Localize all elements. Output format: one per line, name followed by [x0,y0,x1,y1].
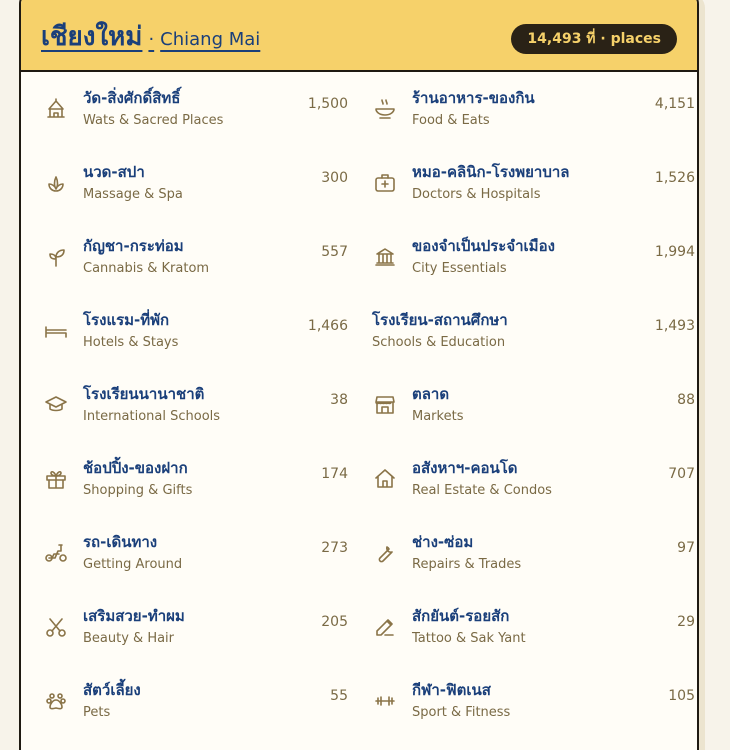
category-item[interactable] [43,516,372,590]
category-name-english: Shopping & Gifts [83,482,193,498]
category-count: 29 [677,614,695,630]
category-name-english: Markets [412,408,464,424]
category-count: 1,493 [654,318,695,334]
category-item[interactable] [372,442,699,516]
category-text [412,384,463,427]
category-text [412,606,526,649]
category-grid [21,72,697,738]
category-item[interactable] [43,368,372,442]
lotus-icon [43,170,69,196]
category-name-english: Getting Around [83,556,183,572]
temple-icon [43,96,69,122]
category-item[interactable] [372,72,699,146]
dumbbell-icon [372,688,398,714]
category-item[interactable] [43,442,372,516]
category-text [83,236,209,279]
category-name-thai: ร้านอาหาร-ของกิน [412,88,535,107]
category-count: 174 [321,466,348,482]
bowl-icon [372,96,398,122]
category-item[interactable] [372,590,699,664]
category-name-english: Beauty & Hair [83,630,175,646]
category-count: 1,994 [654,244,695,260]
wrench-icon [372,540,398,566]
category-count: 1,526 [654,170,695,186]
category-name-thai: รถ-เดินทาง [83,532,158,551]
category-text [412,680,510,723]
category-count: 88 [677,392,695,408]
category-count: 205 [321,614,348,630]
category-name-english: Tattoo & Sak Yant [412,630,526,646]
category-item[interactable] [372,516,699,590]
category-count: 105 [668,688,695,704]
category-text [412,532,521,575]
category-count: 1,500 [307,96,348,112]
category-item[interactable] [43,664,372,738]
category-item[interactable] [43,590,372,664]
category-text [412,162,569,205]
category-name-thai: ตลาด [412,384,450,403]
category-item[interactable] [43,294,372,368]
card-header [21,0,697,72]
category-item[interactable] [372,368,699,442]
category-item[interactable] [372,664,699,738]
category-name-thai: นวด-สปา [83,162,145,181]
category-name-thai: ของจำเป็นประจำเมือง [412,236,555,255]
pen-icon [372,614,398,640]
scooter-icon [43,540,69,566]
category-item[interactable] [372,146,699,220]
category-count: 300 [321,170,348,186]
category-count: 1,466 [307,318,348,334]
category-name-thai: เสริมสวย-ทำผม [83,606,185,625]
sprout-icon [43,244,69,270]
category-name-thai: สักยันต์-รอยสัก [412,606,510,625]
category-name-english: International Schools [83,408,221,424]
category-name-thai: หมอ-คลินิก-โรงพยาบาล [412,162,570,181]
category-text [412,458,552,501]
category-name-english: Pets [83,704,111,720]
category-name-english: Massage & Spa [83,186,183,202]
category-name-thai: กัญชา-กระท่อม [83,236,184,255]
places-count-badge: 14,493 ที่ · places [511,24,677,54]
category-name-thai: อสังหาฯ-คอนโด [412,458,518,477]
category-name-english: Food & Eats [412,112,490,128]
category-text [83,88,223,131]
category-text [83,532,182,575]
category-count: 55 [330,688,348,704]
category-count: 557 [321,244,348,260]
category-name-thai: โรงเรียนนานาชาติ [83,384,205,403]
building-columns-icon [372,244,398,270]
category-name-english: City Essentials [412,260,507,276]
category-name-thai: ช้อปปิ้ง-ของฝาก [83,458,188,477]
graduation-cap-icon [43,392,69,418]
category-name-english: Real Estate & Condos [412,482,552,498]
category-text [83,384,220,427]
category-count: 38 [330,392,348,408]
category-text [83,606,185,649]
category-text [83,162,183,205]
category-name-thai: กีฬา-ฟิตเนส [412,680,491,699]
category-name-english: Hotels & Stays [83,334,179,350]
category-count: 707 [668,466,695,482]
category-text [83,310,178,353]
category-text [83,680,141,723]
category-count: 4,151 [654,96,695,112]
category-name-english: Wats & Sacred Places [83,112,224,128]
storefront-icon [372,392,398,418]
medical-kit-icon [372,170,398,196]
bed-icon [43,318,69,344]
category-count: 273 [321,540,348,556]
category-text [83,458,192,501]
paw-icon [43,688,69,714]
category-name-english: Repairs & Trades [412,556,522,572]
category-item[interactable] [43,72,372,146]
gift-icon [43,466,69,492]
category-name-thai: โรงเรียน-สถานศึกษา [372,310,508,329]
category-text [412,236,555,279]
city-title-english: Chiang Mai [160,29,261,50]
category-card [19,0,699,750]
category-name-thai: วัด-สิ่งศักดิ์สิทธิ์ [83,88,181,107]
category-item[interactable] [43,220,372,294]
category-count: 97 [677,540,695,556]
category-text [412,88,535,131]
category-item[interactable] [372,220,699,294]
category-text [372,310,508,353]
category-name-thai: โรงแรม-ที่พัก [83,310,170,329]
house-icon [372,466,398,492]
category-name-english: Cannabis & Kratom [83,260,210,276]
category-name-english: Schools & Education [372,334,506,350]
category-item[interactable] [372,294,699,368]
category-item[interactable] [43,146,372,220]
category-name-english: Doctors & Hospitals [412,186,541,202]
city-title-link[interactable] [41,16,260,57]
city-title-thai: เชียงใหม่ [41,22,143,52]
category-name-english: Sport & Fitness [412,704,511,720]
title-separator: · [148,29,155,50]
scissors-icon [43,614,69,640]
category-name-thai: ช่าง-ซ่อม [412,532,474,551]
category-name-thai: สัตว์เลี้ยง [83,680,141,699]
